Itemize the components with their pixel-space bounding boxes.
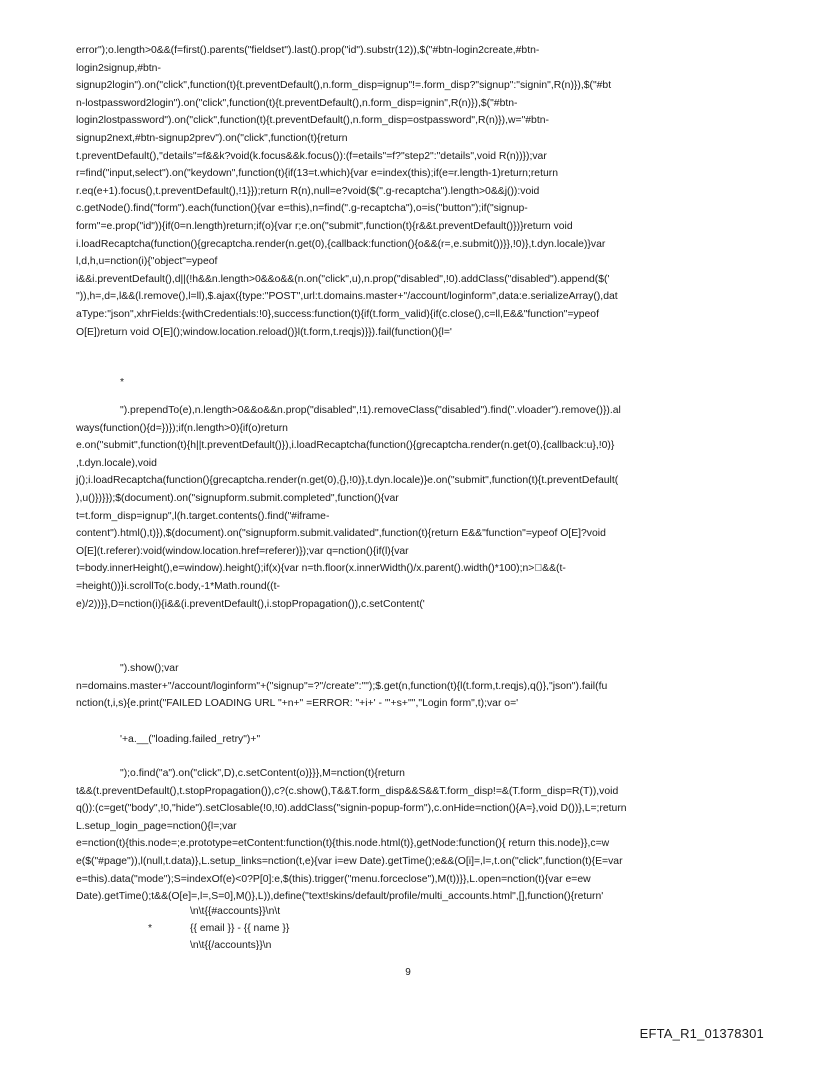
page-number: 9 xyxy=(405,967,411,978)
retry-line: '+a.__("loading.failed_retry")+" xyxy=(120,734,261,745)
template-line-3: \n\t{{/accounts}}\n xyxy=(190,940,272,951)
code-block-2: ").prependTo(e),n.length>0&&o&&n.prop("disabled",!1).removeClass("disabled").find(".vloader").remove()}).al ways(function(){d=})});if(n.length>0){if(o)return e.on("submit",function(t){h||t.preventDefault()}),i.loadRecaptcha(function(){grecaptcha.render(n.get(0),{callback:u},!0)} ,t.dyn.locale),void j();i.loadRecaptcha(function(){grecaptcha.render(n.get(0),{},!0)},t.dyn.locale)}e.on("submit",function(t){t.preventDefault( ),u()})}});$(document).on("signupform.submit.completed",function(){var t=t.form_disp=ignup",l(h.target.contents().find("#iframe- content").html(),t)}),$(document).on("signupform.submit.validated",function(t){return E&&"function"=ypeof O[E]?void O[E](t.referer):void(window.location.href=referer)});var q=nction(){if(l){var t=body.innerHeight(),e=window).height();if(x){var n=th.floor(x.innerWidth()/x.parent().width()*100);n> &&(t- =height())}i.scrollTo(c.body,-1*Math.round((t- e)/2))}},D=nction(i){i&&(i.preventDefault(),i.stopPropagation()),c.setContent(' xyxy=(76,405,621,610)
code-block-4: ");o.find("a").on("click",D),c.setContent(o)}}},M=nction(t){return t&&(t.preventDefault(),t.stopPropagation()),c?(c.show(),T&&T.form_disp&&S&&T.form_disp!=&(T.form_disp=R(T)),void q()):(c=get("body",!0,"hide").setClosable(!0,!0).addClass("signin-popup-form"),c.onHide=nction(){A=},void D())},L=;return L.setup_login_page=nction(){l=;var e=nction(t){this.node=;e.prototype=etContent:function(t){this.node.html(t)},getNode:function(){ return this.node}},c=w e($("#page")),l(null,t.data)},L.setup_links=nction(t,e){var i=ew Date).getTime();e&&(O[i]=,l=,t.on("click",function(t){E=var e=this).data("mode");S=indexOf(e)<0?P[0]:e,$(this).trigger("menu.forceclose"),M(t))}},L.open=nction(t){var e=ew Date).getTime();t&&(O[e]=,l=,S=0],M()},L)),define("text!skins/default/profile/multi_accounts.html",[],function(){return' xyxy=(76,768,627,903)
template-line-1: \n\t{{#accounts}}\n\t xyxy=(190,906,281,917)
bullet-2: * xyxy=(148,923,153,934)
code-block-1: error");o.length>0&&(f=first().parents("fieldset").last().prop("id").substr(12)),$("#btn-login2create,#btn- login2signup,#btn- signup2login").on("click",function(t){t.preventDefault(),n.form_disp=ignup"!=.form_disp?"signup":"signin",R(n)}),$("#bt n-lostpassword2login").on("click",function(t){t.preventDefault(),n.form_disp=ignin",R(n)}),$("#btn- login2lostpassword").on("click",function(t){t.preventDefault(),n.form_disp=ostpassword",R(n)}),w="#btn- signup2next,#btn-signup2prev").on("click",function(t){return t.preventDefault(),"details"=f&&k?void(k.focus&&k.focus()):(f=etails"=f?"step2":"details",void R(n))});var r=find("input,select").on("keydown",function(t){if(13=t.which){var e=index(this);if(e=r.length-1)return;return r.eq(e+1).focus(),t.preventDefault(),!1}});return R(n),null=e?void($(".g-recaptcha").length>0&&j()):void c.getNode().find("form").each(function(){var e=this),n=find(".g-recaptcha"),o=is("button");if("signup- form"=e.prop("id")){if(0=n.length)return;if(o){var r;e.on("submit",function(t){r&&t.preventDefault()})}return void i.loadRecaptcha(function(){grecaptcha.render(n.get(0),{callback:function(){o&&(r=,e.submit())}},!0)},t.dyn.locale)}var l,d,h,u=nction(i){"object"=ypeof i&&i.preventDefault(),d||(!h&&n.length>0&&o&&(n.on("click",u),n.prop("disabled",!0).addClass("disabled").append($(' ")),h=,d=,l&&(l.remove(),l=ll),$.ajax({type:"POST",url:t.domains.master+"/account/loginform",data:e.serializeArray(),dat aType:"json",xhrFields:{withCredentials:!0},success:function(t){if(t.form_valid){if(c.close(),c=ll,E&&"function"=ypeof O[E])return void O[E]();window.location.reload()}l(t.form,t.reqjs)}}).fail(function(){l=' xyxy=(76,45,618,338)
template-line-2: {{ email }} - {{ name }} xyxy=(190,923,290,934)
document-id: EFTA_R1_01378301 xyxy=(639,1026,764,1041)
bullet-1: * xyxy=(120,377,125,388)
code-block-3: ").show();var n=domains.master+"/account/loginform"+("signup"=?"/create":"");$.get(n,function(t){l(t.form,t.reqjs),q()},"json").fail(fu nction(t,i,s){e.print("FAILED LOADING URL "+n+" =ERROR: "+i+' - "'+s+'"',"Login form",t);var o=' xyxy=(76,663,608,710)
